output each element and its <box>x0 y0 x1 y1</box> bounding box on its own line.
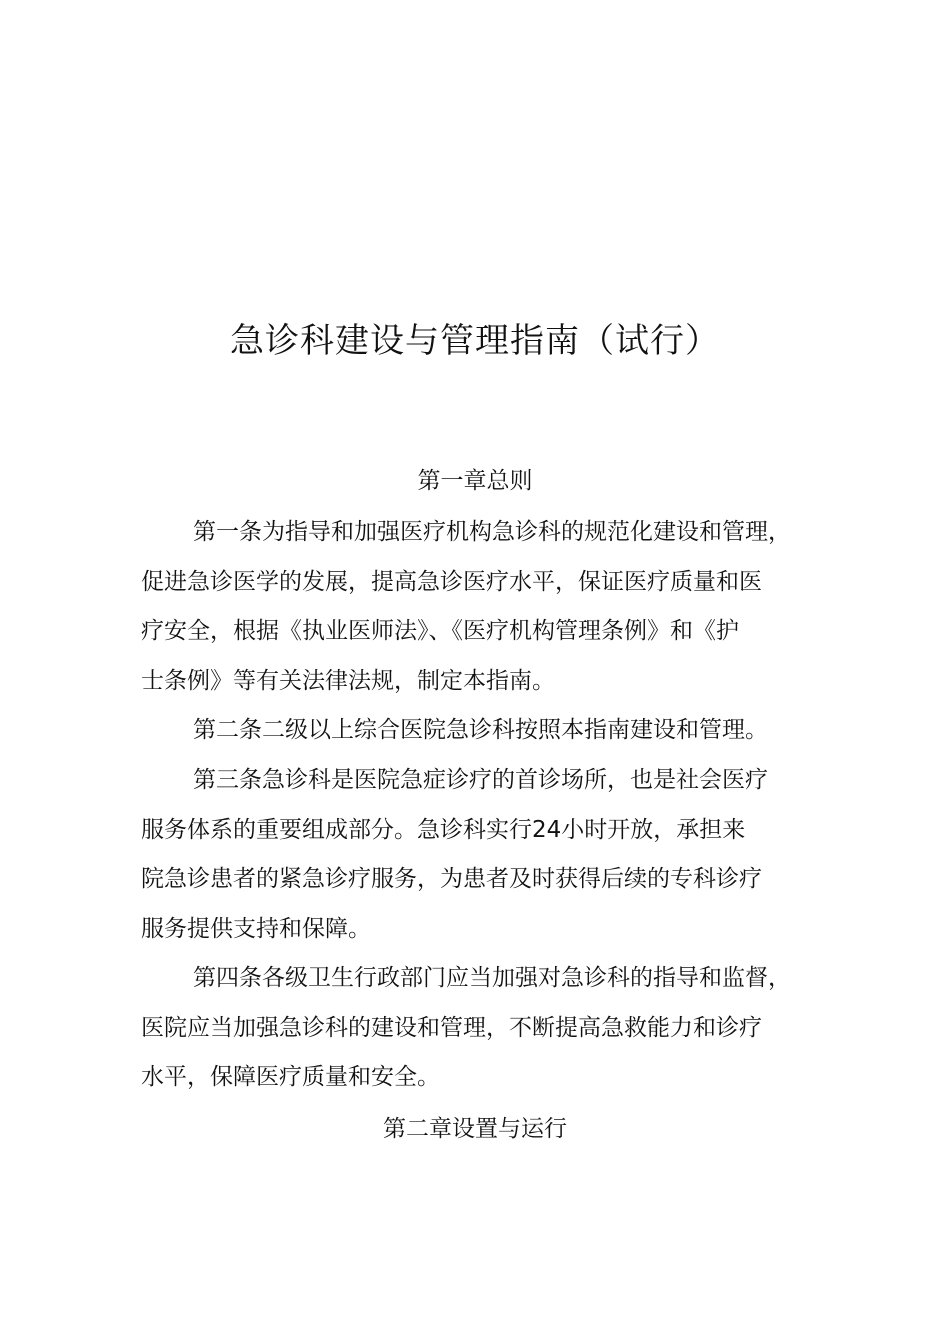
chapter-heading-2: 第二章设置与运行 <box>383 1116 567 1142</box>
article-3-line-3: 院急诊患者的紧急诊疗服务，为患者及时获得后续的专科诊疗 <box>141 866 762 892</box>
chapter-heading-1: 第一章总则 <box>417 468 533 494</box>
article-3 <box>141 756 813 954</box>
article-1-line-1: 第一条为指导和加强医疗机构急诊科的规范化建设和管理， <box>193 519 791 545</box>
article-4-line-2: 医院应当加强急诊科的建设和管理，不断提高急救能力和诊疗 <box>141 1014 762 1041</box>
article-3-line-2: 服务体系的重要组成部分。急诊科实行24小时开放，承担来 <box>141 816 746 843</box>
article-2-line-1: 第二条二级以上综合医院急诊科按照本指南建设和管理。 <box>193 717 768 743</box>
article-1-line-2: 促进急诊医学的发展，提高急诊医疗水平，保证医疗质量和医 <box>141 568 762 595</box>
article-4-line-3: 水平，保障医疗质量和安全。 <box>141 1064 440 1090</box>
document-title: 急诊科建设与管理指南（试行） <box>230 321 720 361</box>
article-3-line-4: 服务提供支持和保障。 <box>141 915 371 942</box>
article-2 <box>141 706 813 756</box>
article-1 <box>141 508 813 706</box>
article-1-line-4: 士条例》等有关法律法规，制定本指南。 <box>141 667 555 694</box>
article-4 <box>141 954 813 1103</box>
article-4-line-1: 第四条各级卫生行政部门应当加强对急诊科的指导和监督， <box>193 965 791 991</box>
article-1-line-3: 疗安全，根据《执业医师法》、《医疗机构管理条例》和《护 <box>141 618 739 644</box>
article-3-line-1: 第三条急诊科是医院急症诊疗的首诊场所，也是社会医疗 <box>193 767 768 793</box>
